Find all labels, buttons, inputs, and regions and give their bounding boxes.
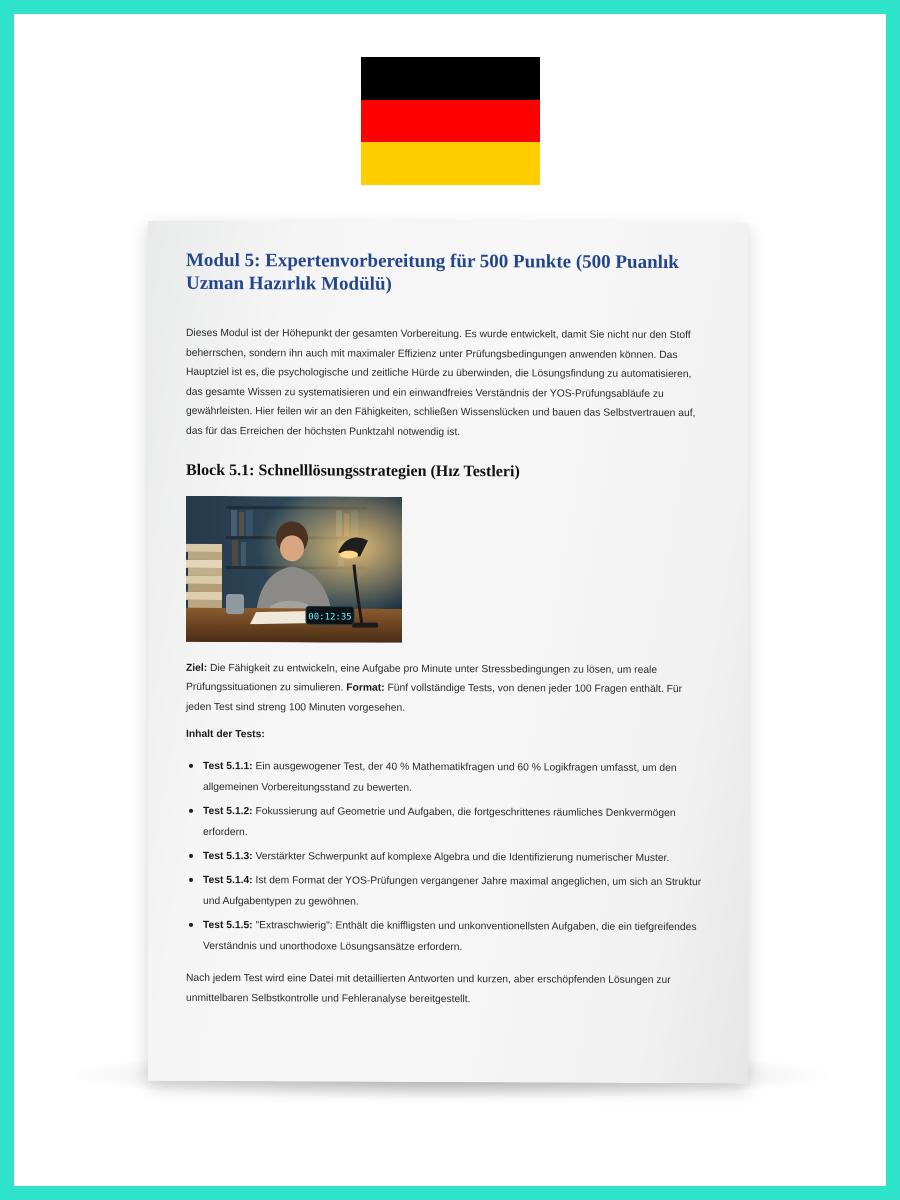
goal-text: Die Fähigkeit zu entwickeln, eine Aufgabe pro Minute unter Stressbedingungen zu lösen, um reale Prüfungssituationen zu simulieren.	[186, 662, 658, 694]
format-text: Fünf vollständige Tests, von denen jeder 100 Fragen enthält. Für jeden Test sind streng 100 Minuten vorgesehen.	[186, 682, 683, 714]
flag-stripe-gold	[361, 142, 540, 185]
test-description: Ein ausgewogener Test, der 40 % Mathematikfragen und 60 % Logikfragen umfasst, um den allgemeinen Vorbereitungsstand zu bewerten.	[203, 761, 677, 795]
list-item	[203, 756, 708, 800]
test-description: Verstärkter Schwerpunkt auf komplexe Algebra und die Identifizierung numerischer Muster.	[252, 851, 670, 865]
block-title: Block 5.1: Schnelllösungsstrategien (Hız Testleri)	[186, 461, 520, 480]
outro-paragraph: Nach jedem Test wird eine Datei mit detaillierten Antworten und kurzen, aber erschöpfenden Lösungen zur unmittelbaren Selbstkontrolle und Fehleranalyse bereitgestellt.	[186, 973, 671, 1006]
clock-display: 00:12:35	[308, 611, 352, 623]
test-label: Test 5.1.1:	[203, 761, 253, 773]
flag-stripe-red	[361, 100, 540, 143]
list-item	[203, 846, 708, 869]
flag-stripe-black	[361, 57, 540, 100]
test-label: Test 5.1.2:	[203, 806, 253, 818]
tests-heading: Inhalt der Tests:	[186, 729, 265, 741]
test-label: Test 5.1.4:	[203, 875, 253, 887]
test-label: Test 5.1.3:	[203, 851, 253, 863]
list-item	[203, 801, 708, 845]
test-description: Fokussierung auf Geometrie und Aufgaben, die fortgeschrittenes räumliches Denkvermögen erfordern.	[203, 806, 676, 839]
format-label: Format:	[346, 682, 385, 694]
photo-illustration	[186, 495, 402, 642]
test-description: "Extraschwierig": Enthält die kniffligsten und unkonventionellsten Aufgaben, die ein tiefgreifendes Verständnis und unorthodoxe Lösungsansätze erfordern.	[203, 920, 697, 954]
german-flag-icon	[361, 57, 540, 185]
test-label: Test 5.1.5:	[203, 920, 253, 932]
student-studying-photo	[186, 495, 402, 642]
document-page	[148, 221, 748, 1084]
list-item	[203, 915, 708, 959]
module-title: Modul 5: Expertenvorbereitung für 500 Punkte (500 Puanlık Uzman Hazırlık Modülü)	[186, 249, 679, 295]
goal-label: Ziel:	[186, 662, 208, 674]
intro-paragraph: Dieses Modul ist der Höhepunkt der gesamten Vorbereitung. Es wurde entwickelt, damit Sie nicht nur den Stoff beherrschen, sondern ihn auch mit maximaler Effizienz unter Prüfungsbedingungen anwenden können. Das Hauptziel ist es, die psychologische und zeitliche Hürde zu überwinden, die Lösungsfindung zu automatisieren, das gesamte Wissen zu systematisieren und ein einwandfreies Verständnis der YOS-Prüfungsabläufe zu gewährleisten. Hier feilen wir an den Fähigkeiten, schließen Wissenslücken und bauen das Selbstvertrauen auf, das für das Erreichen der höchsten Punktzahl notwendig ist.	[186, 327, 696, 439]
goal-paragraph	[186, 658, 708, 719]
list-item	[203, 870, 708, 914]
test-description: Ist dem Format der YOS-Prüfungen vergangener Jahre maximal angeglichen, um sich an Struktur und Aufgabentypen zu gewöhnen.	[203, 875, 702, 908]
tests-list	[186, 756, 708, 959]
